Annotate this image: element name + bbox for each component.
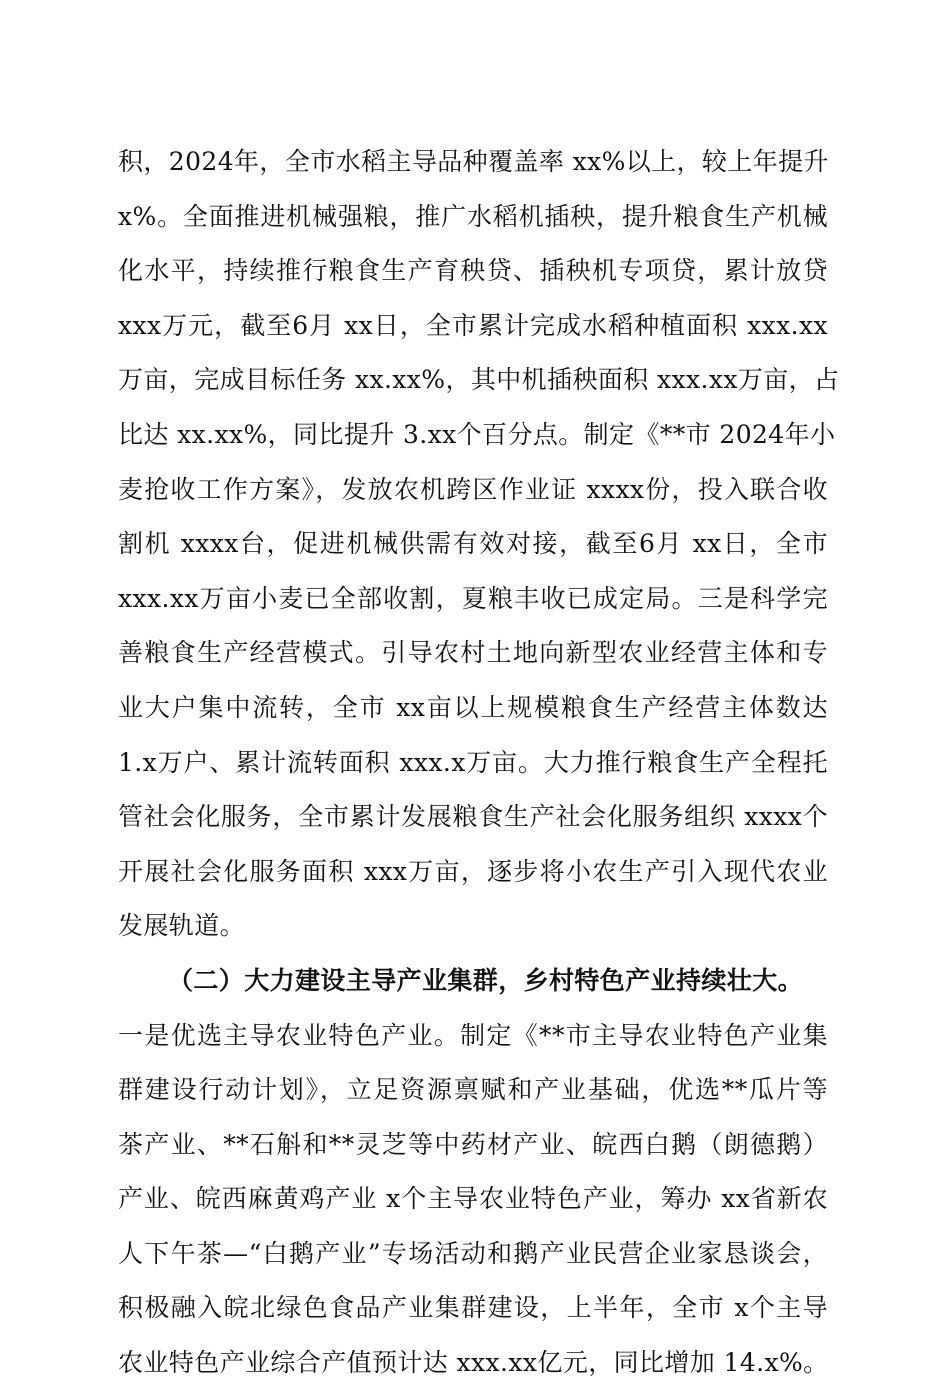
text-line: 化水平，持续推行粮食生产育秧贷、插秧机专项贷，累计放贷 — [118, 256, 828, 286]
text-line: 茶产业、**石斛和**灵芝等中药材产业、皖西白鹅（朗德鹅） — [118, 1129, 828, 1159]
text-line: xxx万元，截至6月 xx日，全市累计完成水稻种植面积 xxx.xx — [118, 310, 828, 340]
text-line: 管社会化服务，全市累计发展粮食生产社会化服务组织 xxxx个 — [118, 802, 828, 832]
text-line: 人下午茶—“白鹅产业”专场活动和鹅产业民营企业家恳谈会， — [118, 1238, 828, 1268]
paragraph-industry-cluster — [118, 954, 828, 1391]
section-heading: （二）大力建设主导产业集群，乡村特色产业持续壮大。 — [168, 965, 804, 995]
text-line: 农业特色产业综合产值预计达 xxx.xx亿元，同比增加 14.x%。 — [118, 1348, 829, 1378]
text-line: 积极融入皖北绿色食品产业集群建设，上半年，全市 x个主导 — [118, 1293, 828, 1323]
text-line: 1.x万户、累计流转面积 xxx.x万亩。大力推行粮食生产全程托 — [118, 747, 828, 777]
text-line: 万亩，完成目标任务 xx.xx%，其中机插秧面积 xxx.xx万亩，占 — [118, 365, 840, 395]
text-line: 麦抢收工作方案》，发放农机跨区作业证 xxxx份，投入联合收 — [118, 474, 828, 504]
text-line: 产业、皖西麻黄鸡产业 x个主导农业特色产业，筹办 xx省新农 — [118, 1184, 828, 1214]
text-line: 开展社会化服务面积 xxx万亩，逐步将小农生产引入现代农业 — [118, 856, 828, 886]
text-line: x%。全面推进机械强粮，推广水稻机插秧，提升粮食生产机械 — [118, 201, 828, 231]
text-line: 发展轨道。 — [118, 911, 246, 941]
text-line: 割机 xxxx台，促进机械供需有效对接，截至6月 xx日，全市 — [118, 529, 828, 559]
text-line: 业大户集中流转，全市 xx亩以上规模粮食生产经营主体数达 — [118, 692, 828, 722]
text-line: 积，2024年，全市水稻主导品种覆盖率 xx%以上，较上年提升 — [118, 147, 829, 176]
document-body — [118, 135, 840, 1391]
text-line: xxx.xx万亩小麦已全部收割，夏粮丰收已成定局。三是科学完 — [118, 583, 828, 613]
text-line: 善粮食生产经营模式。引导农村土地向新型农业经营主体和专 — [118, 638, 828, 668]
text-line: 一是优选主导农业特色产业。制定《**市主导农业特色产业集 — [118, 1020, 828, 1050]
text-line: 比达 xx.xx%，同比提升 3.xx个百分点。制定《**市 2024年小 — [118, 419, 836, 449]
paragraph-grain-production — [118, 135, 840, 954]
text-line: 群建设行动计划》，立足资源禀赋和产业基础，优选**瓜片等 — [118, 1075, 828, 1105]
